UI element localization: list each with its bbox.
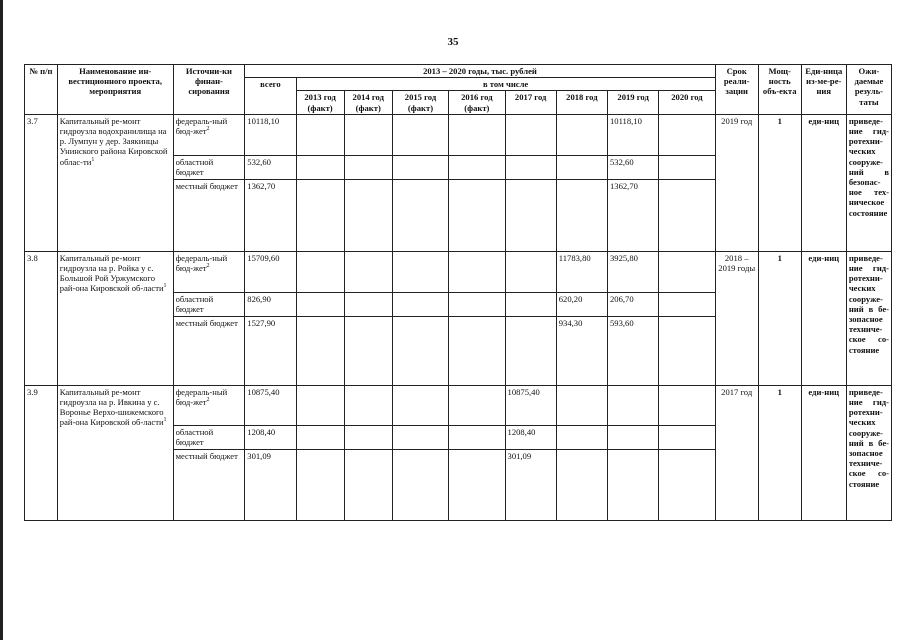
header-num: № п/п bbox=[25, 65, 58, 115]
table-row bbox=[25, 114, 892, 155]
amount-2014 bbox=[344, 179, 392, 251]
amount-total: 1527,90 bbox=[245, 316, 296, 385]
amount-2013 bbox=[296, 155, 344, 179]
amount-2019: 1362,70 bbox=[607, 179, 658, 251]
funding-source bbox=[173, 316, 245, 385]
header-year-2016: 2016 год (факт) bbox=[449, 91, 505, 114]
header-total: всего bbox=[245, 78, 296, 115]
amount-2018 bbox=[556, 425, 607, 449]
amount-2014 bbox=[344, 449, 392, 520]
funding-source-label: областной бюджет bbox=[175, 426, 214, 448]
funding-source-label: областной бюджет bbox=[175, 293, 214, 315]
funding-source-label: федераль-ный бюд-жет bbox=[175, 252, 228, 274]
funding-source-label: местный бюджет bbox=[175, 180, 238, 191]
funding-source-label: областной бюджет bbox=[175, 156, 214, 178]
header-period-title: 2013 – 2020 годы, тыс. рублей bbox=[245, 65, 715, 78]
amount-2017 bbox=[505, 114, 556, 155]
funding-source bbox=[173, 114, 245, 155]
amount-2014 bbox=[344, 316, 392, 385]
header-year-2015: 2015 год (факт) bbox=[392, 91, 448, 114]
header-year-2018: 2018 год bbox=[556, 91, 607, 114]
funding-source-label: федераль-ный бюд-жет bbox=[175, 115, 228, 137]
footnote-marker: 1 bbox=[163, 283, 167, 290]
header-funding-source: Источни-ки финан-сирования bbox=[173, 65, 245, 115]
amount-total: 826,90 bbox=[245, 292, 296, 316]
amount-2013 bbox=[296, 316, 344, 385]
header-year-2019: 2019 год bbox=[607, 91, 658, 114]
amount-2017: 1208,40 bbox=[505, 425, 556, 449]
amount-2014 bbox=[344, 155, 392, 179]
amount-2016 bbox=[449, 114, 505, 155]
amount-2014 bbox=[344, 114, 392, 155]
table-row bbox=[25, 251, 892, 292]
footnote-marker: 1 bbox=[163, 417, 167, 424]
amount-2013 bbox=[296, 425, 344, 449]
amount-2013 bbox=[296, 251, 344, 292]
amount-2020 bbox=[659, 292, 715, 316]
project-name bbox=[57, 385, 173, 520]
amount-2016 bbox=[449, 155, 505, 179]
amount-2017 bbox=[505, 155, 556, 179]
amount-2020 bbox=[659, 385, 715, 425]
amount-2016 bbox=[449, 449, 505, 520]
amount-2020 bbox=[659, 449, 715, 520]
amount-2019: 3925,80 bbox=[607, 251, 658, 292]
amount-2013 bbox=[296, 449, 344, 520]
amount-2017 bbox=[505, 316, 556, 385]
amount-2016 bbox=[449, 316, 505, 385]
amount-2019: 10118,10 bbox=[607, 114, 658, 155]
row-number: 3.9 bbox=[25, 385, 58, 520]
amount-2013 bbox=[296, 292, 344, 316]
amount-total: 10875,40 bbox=[245, 385, 296, 425]
amount-2018 bbox=[556, 114, 607, 155]
project-name bbox=[57, 251, 173, 385]
amount-2014 bbox=[344, 425, 392, 449]
page-number: 35 bbox=[447, 36, 459, 48]
funding-source bbox=[173, 155, 245, 179]
implementation-term: 2018 – 2019 годы bbox=[715, 251, 758, 385]
table-row bbox=[25, 385, 892, 425]
amount-2014 bbox=[344, 292, 392, 316]
expected-results: приведе-ние гид-ротехни-ческих сооруже-ний в безопас-ное тех-ническое состояние bbox=[846, 114, 891, 251]
header-including: в том числе bbox=[296, 78, 715, 91]
implementation-term: 2019 год bbox=[715, 114, 758, 251]
amount-2020 bbox=[659, 316, 715, 385]
row-number: 3.7 bbox=[25, 114, 58, 251]
amount-2016 bbox=[449, 251, 505, 292]
amount-total: 1362,70 bbox=[245, 179, 296, 251]
amount-2015 bbox=[392, 292, 448, 316]
amount-2020 bbox=[659, 251, 715, 292]
amount-2017: 301,09 bbox=[505, 449, 556, 520]
footnote-marker: 1 bbox=[91, 156, 95, 163]
amount-2015 bbox=[392, 316, 448, 385]
row-number: 3.8 bbox=[25, 251, 58, 385]
amount-2019: 206,70 bbox=[607, 292, 658, 316]
project-name-text: Капитальный ре-монт гидроузла водохранилища на р. Лумпун у дер. Заякинцы Унинского района Кировской облас-ти bbox=[59, 115, 168, 167]
amount-2017 bbox=[505, 179, 556, 251]
footnote-marker: 2 bbox=[206, 397, 210, 404]
amount-total: 301,09 bbox=[245, 449, 296, 520]
implementation-term: 2017 год bbox=[715, 385, 758, 520]
page-left-edge bbox=[0, 0, 3, 640]
amount-2017 bbox=[505, 251, 556, 292]
amount-2016 bbox=[449, 292, 505, 316]
amount-2015 bbox=[392, 449, 448, 520]
header-capacity: Мощ-ность объ-екта bbox=[758, 65, 801, 115]
header-unit: Еди-ница из-ме-ре-ния bbox=[801, 65, 846, 115]
amount-2016 bbox=[449, 179, 505, 251]
funding-source bbox=[173, 449, 245, 520]
funding-source bbox=[173, 179, 245, 251]
header-year-2020: 2020 год bbox=[659, 91, 715, 114]
amount-2015 bbox=[392, 155, 448, 179]
amount-2015 bbox=[392, 385, 448, 425]
funding-source bbox=[173, 425, 245, 449]
amount-2019: 593,60 bbox=[607, 316, 658, 385]
amount-2013 bbox=[296, 114, 344, 155]
object-capacity: 1 bbox=[758, 114, 801, 251]
expected-results: приведе-ние гид-ротехни-ческих сооруже-ний в бе-зопасное техниче-ское со-стояние bbox=[846, 385, 891, 520]
header-year-2014: 2014 год (факт) bbox=[344, 91, 392, 114]
header-term: Срок реали-зации bbox=[715, 65, 758, 115]
amount-2020 bbox=[659, 114, 715, 155]
header-project-name: Наименование ин-вестиционного проекта, мероприятия bbox=[57, 65, 173, 115]
funding-source bbox=[173, 292, 245, 316]
amount-2019 bbox=[607, 449, 658, 520]
object-capacity: 1 bbox=[758, 251, 801, 385]
amount-2020 bbox=[659, 155, 715, 179]
header-year-2013: 2013 год (факт) bbox=[296, 91, 344, 114]
project-name bbox=[57, 114, 173, 251]
funding-source-label: федераль-ный бюд-жет bbox=[175, 386, 228, 408]
funding-source bbox=[173, 251, 245, 292]
amount-2016 bbox=[449, 385, 505, 425]
amount-2016 bbox=[449, 425, 505, 449]
footnote-marker: 2 bbox=[206, 126, 210, 133]
amount-total: 10118,10 bbox=[245, 114, 296, 155]
object-capacity: 1 bbox=[758, 385, 801, 520]
amount-2018 bbox=[556, 179, 607, 251]
amount-2019 bbox=[607, 385, 658, 425]
amount-total: 15709,60 bbox=[245, 251, 296, 292]
amount-2019: 532,60 bbox=[607, 155, 658, 179]
amount-2015 bbox=[392, 251, 448, 292]
project-name-text: Капитальный ре-монт гидроузла на р. Ройка у с. Большой Рой Уржумского рай-она Кировской об-ласти bbox=[59, 252, 164, 294]
header-year-2017: 2017 год bbox=[505, 91, 556, 114]
amount-2020 bbox=[659, 179, 715, 251]
amount-2015 bbox=[392, 179, 448, 251]
amount-2015 bbox=[392, 114, 448, 155]
amount-2018 bbox=[556, 155, 607, 179]
project-name-text: Капитальный ре-монт гидроузла на р. Ивкина у с. Воронье Верхо-шижемского рай-она Кировской об-ласти bbox=[59, 386, 164, 428]
amount-total: 1208,40 bbox=[245, 425, 296, 449]
funding-source-label: местный бюджет bbox=[175, 317, 238, 328]
amount-2018: 934,30 bbox=[556, 316, 607, 385]
unit-of-measure: еди-ниц bbox=[801, 385, 846, 520]
investment-table bbox=[24, 64, 892, 521]
unit-of-measure: еди-ниц bbox=[801, 114, 846, 251]
unit-of-measure: еди-ниц bbox=[801, 251, 846, 385]
amount-2014 bbox=[344, 251, 392, 292]
funding-source-label: местный бюджет bbox=[175, 450, 238, 461]
amount-2014 bbox=[344, 385, 392, 425]
header-expected-results: Ожи-даемые резуль-таты bbox=[846, 65, 891, 115]
amount-total: 532,60 bbox=[245, 155, 296, 179]
amount-2013 bbox=[296, 385, 344, 425]
footnote-marker: 2 bbox=[206, 263, 210, 270]
amount-2015 bbox=[392, 425, 448, 449]
amount-2017 bbox=[505, 292, 556, 316]
amount-2020 bbox=[659, 425, 715, 449]
amount-2018 bbox=[556, 385, 607, 425]
amount-2013 bbox=[296, 179, 344, 251]
amount-2018 bbox=[556, 449, 607, 520]
amount-2017: 10875,40 bbox=[505, 385, 556, 425]
expected-results: приведе-ние гид-ротехни-ческих сооруже-ний в бе-зопасное техниче-ское со-стояние bbox=[846, 251, 891, 385]
amount-2018: 11783,80 bbox=[556, 251, 607, 292]
funding-source bbox=[173, 385, 245, 425]
header-row-1 bbox=[25, 65, 892, 78]
amount-2018: 620,20 bbox=[556, 292, 607, 316]
amount-2019 bbox=[607, 425, 658, 449]
